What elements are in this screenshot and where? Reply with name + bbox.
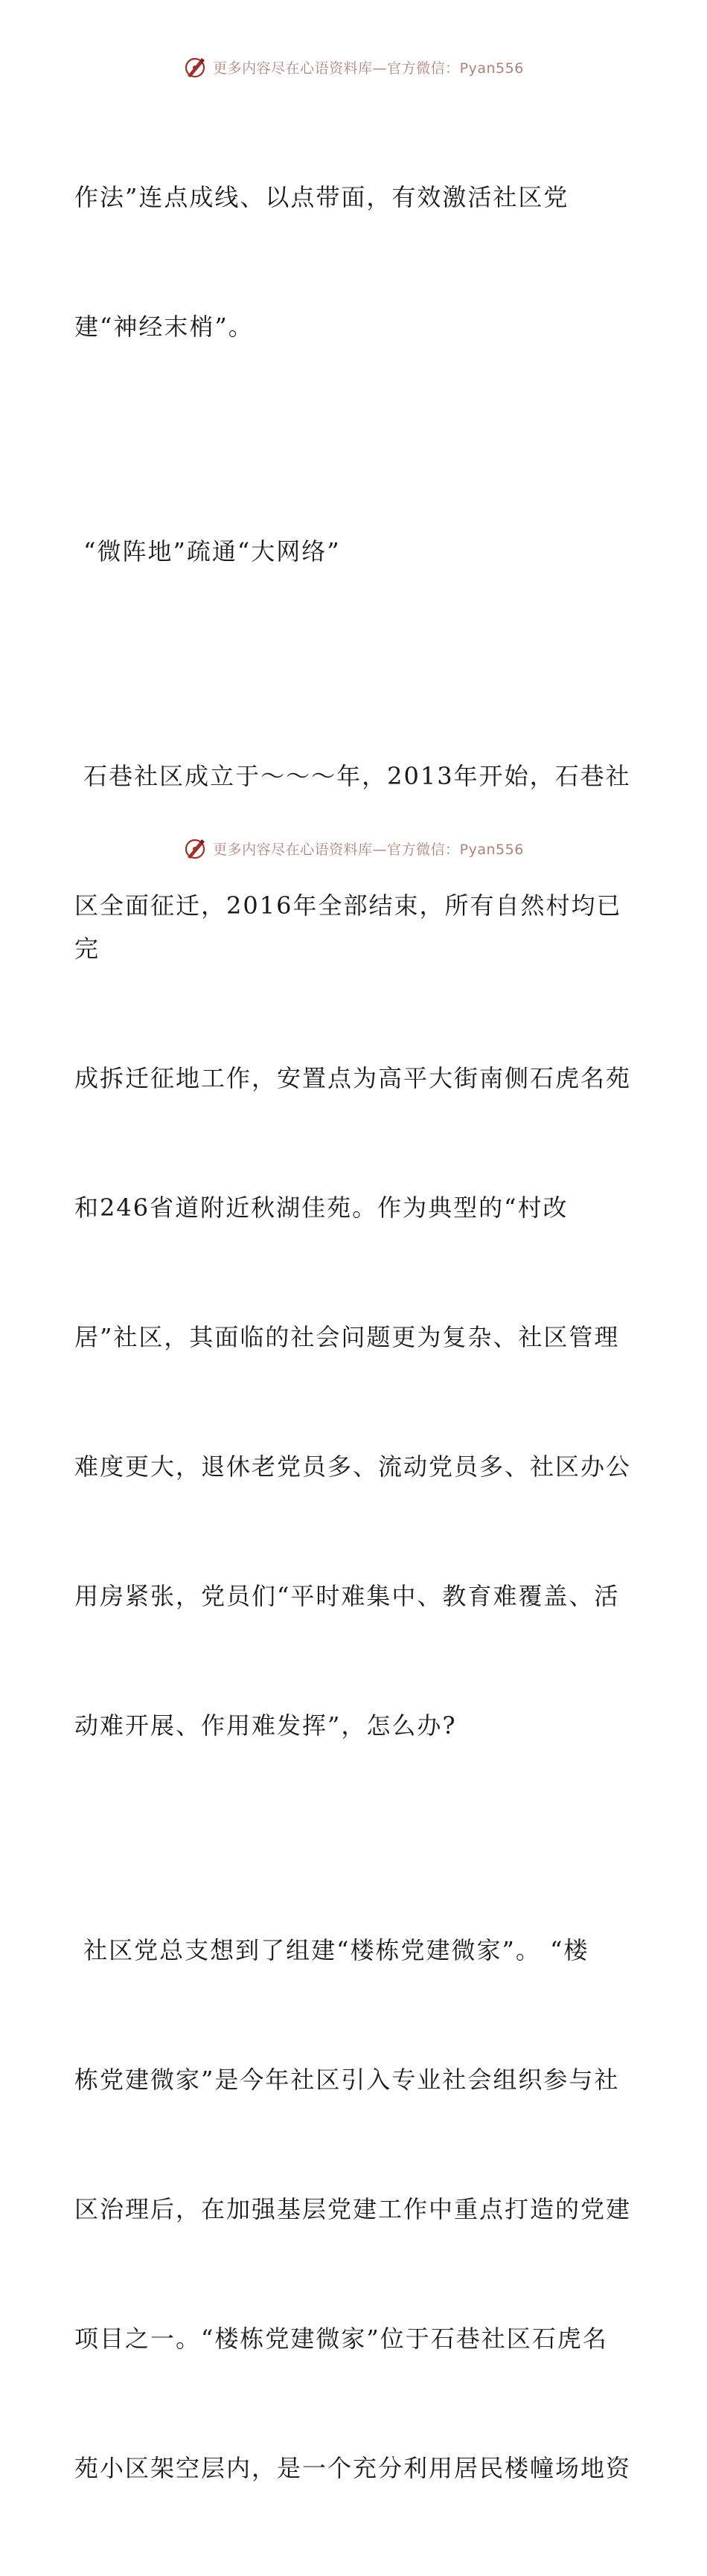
text-line: 难度更大，退休老党员多、流动党员多、社区办公 [74,1452,632,1481]
logo-pen-icon [183,55,207,79]
text-line: 区全面征迁，2016年全部结束，所有自然村均已完 [74,891,622,963]
text-line: 项目之一。“楼栋党建微家”位于石巷社区石虎名 [74,2325,608,2353]
text-line: “微阵地”疏通“大网络” [74,537,341,565]
paragraph-1 [74,89,640,435]
text-line: 作法”连点成线、以点带面，有效激活社区党 [74,183,569,211]
document-body [74,89,640,2576]
text-line: 苑小区架空层内，是一个充分利用居民楼幢场地资 [74,2454,632,2482]
watermark-text: 更多内容尽在心语资料库—官方微信：Pyan556 [213,841,524,858]
text-line: 成拆迁征地工作，安置点为高平大街南侧石虎名苑 [74,1064,632,1092]
logo-pen-icon [183,836,207,860]
text-line: 和246省道附近秋湖佳苑。作为典型的“村改 [74,1194,569,1222]
footer-watermark-banner [0,833,707,863]
section-heading [74,443,640,659]
text-line: 建“神经末梢”。 [74,313,254,341]
watermark-text: 更多内容尽在心语资料库—官方微信：Pyan556 [213,60,524,77]
text-line: 栋党建微家”是今年社区引入专业社会组织参与社 [74,2066,620,2094]
text-line: 石巷社区成立于～～～年，2013年开始，石巷社 [74,762,631,790]
text-line: 居”社区，其面临的社会问题更为复杂、社区管理 [74,1323,620,1351]
text-line: 动难开展、作用难发挥”，怎么办? [74,1711,457,1740]
text-line: 社区党总支想到了组建“楼栋党建微家”。 “楼 [74,1936,589,1964]
paragraph-3 [74,1842,640,2576]
text-line: 区治理后，在加强基层党建工作中重点打造的党建 [74,2195,632,2223]
text-line: 用房紧张，党员们“平时难集中、教育难覆盖、活 [74,1582,620,1610]
header-watermark-banner [0,52,707,82]
